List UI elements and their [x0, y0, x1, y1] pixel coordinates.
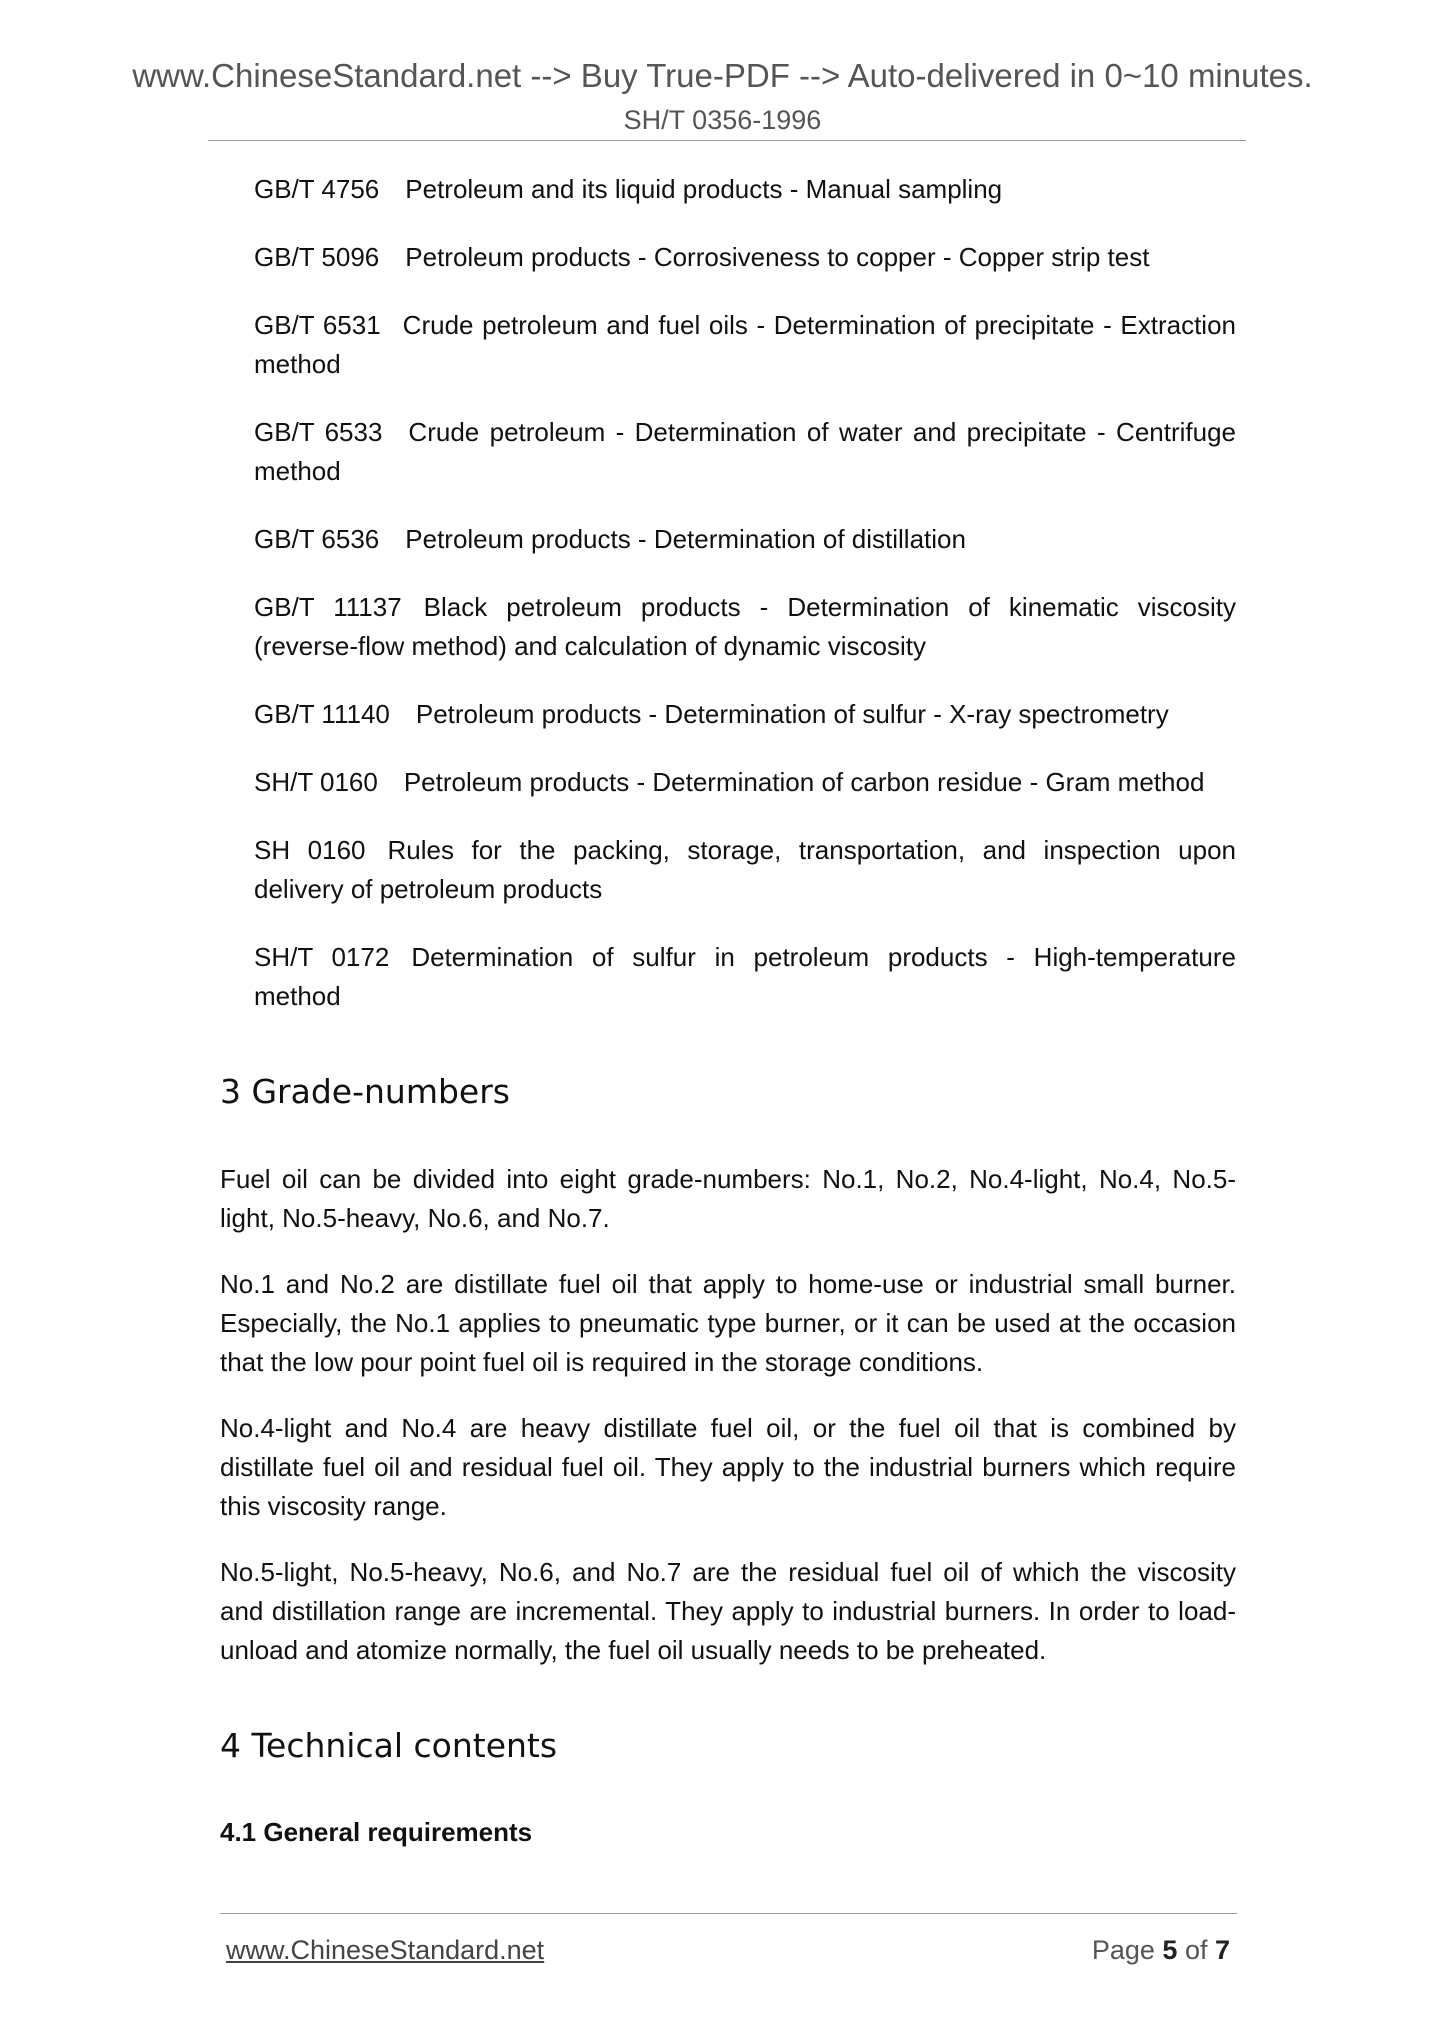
reference-title: Petroleum products - Corrosiveness to copper - Copper strip test — [405, 242, 1150, 272]
reference-item — [254, 170, 1236, 209]
reference-code: GB/T 11137 — [254, 592, 402, 622]
total-page-count: 7 — [1214, 1935, 1230, 1965]
reference-title: Determination of sulfur in petroleum products - High-temperature method — [254, 942, 1236, 1011]
reference-code: GB/T 4756 — [254, 174, 380, 204]
reference-item — [254, 413, 1236, 491]
reference-title: Crude petroleum and fuel oils - Determination of precipitate - Extraction method — [254, 310, 1237, 379]
footer-site-link[interactable]: www.ChineseStandard.net — [226, 1935, 545, 1965]
section-3-body — [220, 1160, 1236, 1697]
reference-title: Petroleum products - Determination of distillation — [405, 524, 966, 554]
reference-code: SH/T 0172 — [254, 942, 390, 972]
header-banner: www.ChineseStandard.net --> Buy True-PDF --> Auto-delivered in 0~10 minutes. — [132, 57, 1313, 94]
reference-code: SH 0160 — [254, 835, 366, 865]
reference-item — [254, 588, 1236, 666]
reference-code: GB/T 5096 — [254, 242, 380, 272]
reference-code: SH/T 0160 — [254, 767, 378, 797]
current-page-number: 5 — [1162, 1935, 1178, 1965]
reference-item — [254, 763, 1236, 802]
paragraph: No.1 and No.2 are distillate fuel oil that apply to home-use or industrial small burner. Especially, the No.1 applies to pneumatic type burner, or it can be used at the occasion that the low pour point fuel oil is required in the storage conditions. — [220, 1269, 1236, 1377]
paragraph: No.5-light, No.5-heavy, No.6, and No.7 are the residual fuel oil of which the viscosity and distillation range are incremental. They apply to industrial burners. In order to load-unload and atomize normally, the fuel oil usually needs to be preheated. — [220, 1557, 1236, 1665]
reference-code: GB/T 6533 — [254, 417, 383, 447]
reference-item — [254, 306, 1236, 384]
document-code: SH/T 0356-1996 — [623, 105, 822, 135]
reference-item — [254, 238, 1236, 277]
section-4-heading: 4 Technical contents — [220, 1726, 558, 1765]
reference-title: Petroleum products - Determination of carbon residue - Gram method — [403, 767, 1205, 797]
paragraph: No.4-light and No.4 are heavy distillate fuel oil, or the fuel oil that is combined by distillate fuel oil and residual fuel oil. They apply to the industrial burners which require this viscosity range. — [220, 1413, 1236, 1521]
reference-title: Black petroleum products - Determination of kinematic viscosity (reverse-flow method) and calculation of dynamic viscosity — [254, 592, 1236, 661]
reference-item — [254, 831, 1236, 909]
subsection-4-1-heading: 4.1 General requirements — [220, 1817, 533, 1847]
page-separator: of — [1177, 1935, 1215, 1965]
page-indicator — [1092, 1933, 1230, 1967]
section-3-heading: 3 Grade-numbers — [220, 1072, 510, 1111]
reference-item — [254, 938, 1236, 1016]
footer-divider — [220, 1913, 1237, 1914]
reference-title: Petroleum and its liquid products - Manual sampling — [405, 174, 1003, 204]
header-divider — [208, 140, 1246, 141]
reference-item — [254, 695, 1236, 734]
reference-title: Rules for the packing, storage, transportation, and inspection upon delivery of petroleum products — [254, 835, 1236, 904]
reference-title: Petroleum products - Determination of sulfur - X-ray spectrometry — [415, 699, 1169, 729]
reference-title: Crude petroleum - Determination of water and precipitate - Centrifuge method — [254, 417, 1236, 486]
normative-references-list — [254, 170, 1236, 1016]
reference-code: GB/T 6536 — [254, 524, 380, 554]
reference-code: GB/T 11140 — [254, 699, 390, 729]
reference-code: GB/T 6531 — [254, 310, 381, 340]
reference-item — [254, 520, 1236, 559]
paragraph: Fuel oil can be divided into eight grade-numbers: No.1, No.2, No.4-light, No.4, No.5-light, No.5-heavy, No.6, and No.7. — [220, 1164, 1236, 1233]
page-prefix: Page — [1091, 1935, 1163, 1965]
